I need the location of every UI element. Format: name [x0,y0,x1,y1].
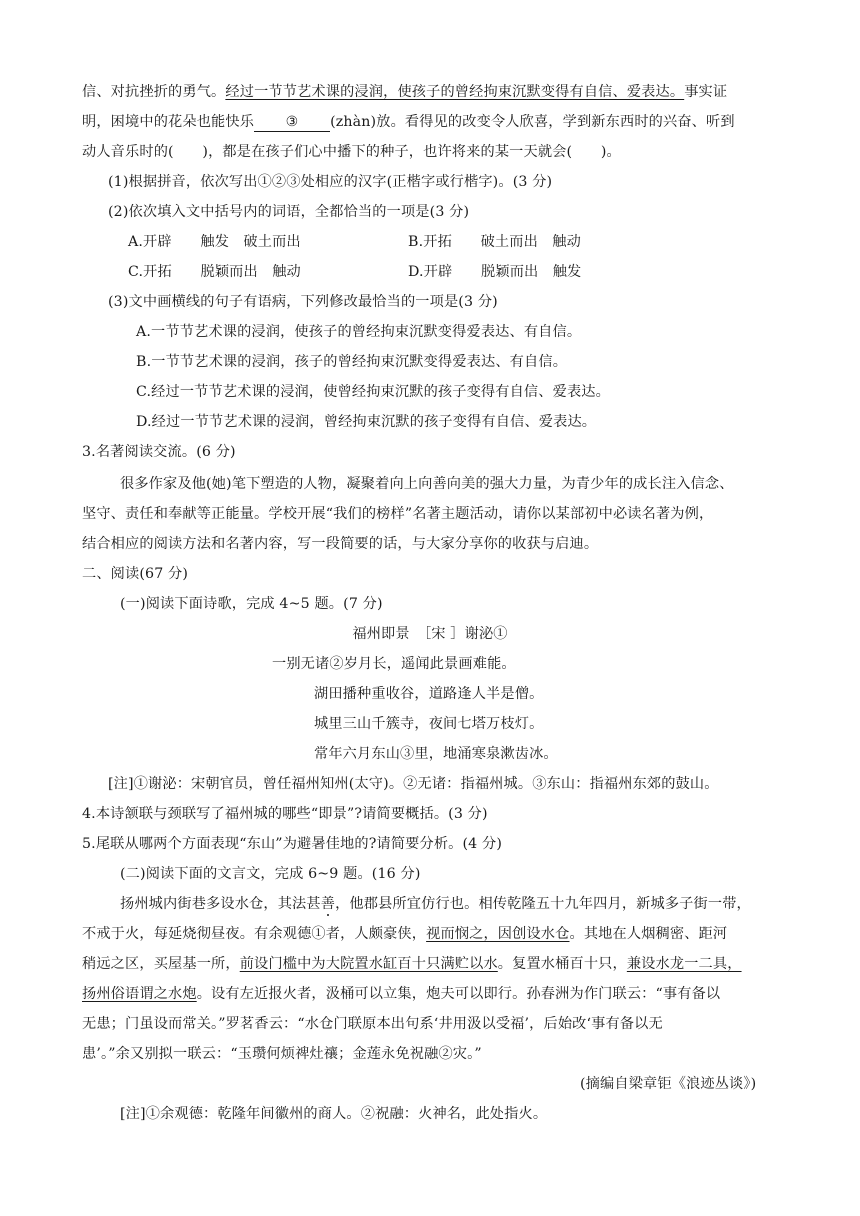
prose-instruction: (二)阅读下面的文言文，完成 6~9 题。(16 分) [120,866,421,882]
underlined-phrase: 兼设水龙一二具， [626,956,742,972]
q3-paragraph-line: 结合相应的阅读方法和名著内容，写一段简要的话，与大家分享你的收获与启迪。 [82,536,599,552]
poem-line-3: 城里三山千簇寺，夜间七塔万枝灯。 [314,716,544,732]
q2-sub3-option-c: C.经过一节节艺术课的浸润，使曾经拘束沉默的孩子变得有自信、爱表达。 [136,384,610,400]
q2-sub2-option-d: D.开辟 脱颖而出 触发 [408,264,582,280]
prose-line-3 [82,954,742,974]
dotted-character: 善 [320,896,336,912]
underlined-phrase: 扬州俗语谓之水炮 [82,986,197,1002]
underlined-phrase: 前设门槛中为大院置水缸百十只满贮以水 [239,956,498,972]
q4: 4.本诗颔联与颈联写了福州城的哪些“即景”?请简要概括。(3 分) [82,806,488,822]
q2-sub2-option-c: C.开拓 脱颖而出 触动 [128,264,301,280]
prose-line-6: 患’。”余又别拟一联云：“玉瓒何烦禆灶禳；金莲永免祝融②灾。” [82,1046,482,1062]
passage-line-1 [82,82,727,102]
q2-sub2: (2)依次填入文中括号内的词语，全都恰当的一项是(3 分) [108,204,470,220]
prose-text: 稍远之区，买屋基一所， [82,956,240,972]
blank-3[interactable] [254,113,330,132]
underlined-sentence: 经过一节节艺术课的浸润，使孩子的曾经拘束沉默变得有自信、爱表达。 [225,84,685,100]
prose-text: 。设有左近报火者，汲桶可以立集，炮夫可以即行。孙春洲为作门联云：“事有备以 [196,986,721,1002]
poem-line-2: 湖田播种重收谷，道路逢人半是僧。 [314,686,544,702]
q2-sub2-option-a: A.开辟 触发 破土而出 [128,234,301,250]
passage-text: 信、对抗挫折的勇气。 [82,84,226,100]
q2-sub3-option-d: D.经过一节节艺术课的浸润，曾经拘束沉默的孩子变得有自信、爱表达。 [136,414,597,430]
prose-line-1 [120,894,751,914]
passage-text: (zhàn)放。看得见的改变令人欣喜，学到新东西时的兴奋、听到 [330,114,735,130]
q2-sub1: (1)根据拼音，依次写出①②③处相应的汉字(正楷字或行楷字)。(3 分) [108,174,553,190]
q2-sub2-option-b: B.开拓 破土而出 触动 [408,234,581,250]
q2-sub3-option-a: A.一节节艺术课的浸润，使孩子的曾经拘束沉默变得爱表达、有自信。 [136,324,582,340]
prose-text: 扬州城内街巷多设水仓，其法甚 [120,896,321,912]
section-heading: 二、阅读(67 分) [82,566,189,582]
poem-note: [注]①谢泌：宋朝官员，曾任福州知州(太守)。②无诸：指福州城。③东山：指福州东郊的鼓山。 [108,776,719,792]
prose-text: 不戒于火，每延烧彻昼夜。有余观德①者，人颇豪侠， [82,926,427,942]
q3-heading: 3.名著阅读交流。(6 分) [82,444,236,460]
prose-note: [注]①余观德：乾隆年间徽州的商人。②祝融：火神名，此处指火。 [120,1106,548,1122]
poem-line-1: 一别无诸②岁月长，遥闻此景画难能。 [272,656,516,672]
prose-line-5: 无患；门虽设而常关。”罗茗香云：“水仓门联原本出句系‘井用汲以受福’，后始改‘事有备以无 [82,1016,663,1032]
passage-line-3: 动人音乐时的( )，都是在孩子们心中播下的种子，也许将来的某一天就会( )。 [82,144,621,160]
q2-sub3: (3)文中画横线的句子有语病，下列修改最恰当的一项是(3 分) [108,294,498,310]
prose-text: 。复置水桶百十只， [497,956,627,972]
q3-paragraph-line: 坚守、责任和奉献等正能量。学校开展“我们的榜样”名著主题活动，请你以某部初中必读名著为例， [82,506,714,522]
passage-text: 明，困境中的花朵也能快乐 [82,114,255,130]
prose-line-2 [82,924,727,944]
blank-label: ③ [285,114,299,130]
poem-line-4: 常年六月东山③里，地涌寒泉漱齿冰。 [314,746,558,762]
prose-line-4 [82,984,720,1004]
prose-text: 。其地在人烟稠密、距河 [569,926,728,942]
passage-text: 事实证 [684,84,728,100]
prose-source: (摘编自梁章钜《浪迹丛谈》) [580,1076,757,1092]
q5: 5.尾联从哪两个方面表现“东山”为避暑佳地的?请简要分析。(4 分) [82,836,503,852]
poem-title: 福州即景 ［宋 ］谢泌① [352,626,508,642]
passage-line-2 [82,112,735,132]
poem-instruction: (一)阅读下面诗歌，完成 4~5 题。(7 分) [120,596,383,612]
q3-paragraph-line: 很多作家及他(她)笔下塑造的人物，凝聚着向上向善向美的强大力量，为青少年的成长注入信念、 [120,476,734,492]
underlined-phrase: 视而悯之，因创设水仓 [426,926,570,942]
q2-sub3-option-b: B.一节节艺术课的浸润，孩子的曾经拘束沉默变得爱表达、有自信。 [136,354,568,370]
prose-text: ，他郡县所宜仿行也。相传乾隆五十九年四月，新城多子街一带， [335,896,751,912]
